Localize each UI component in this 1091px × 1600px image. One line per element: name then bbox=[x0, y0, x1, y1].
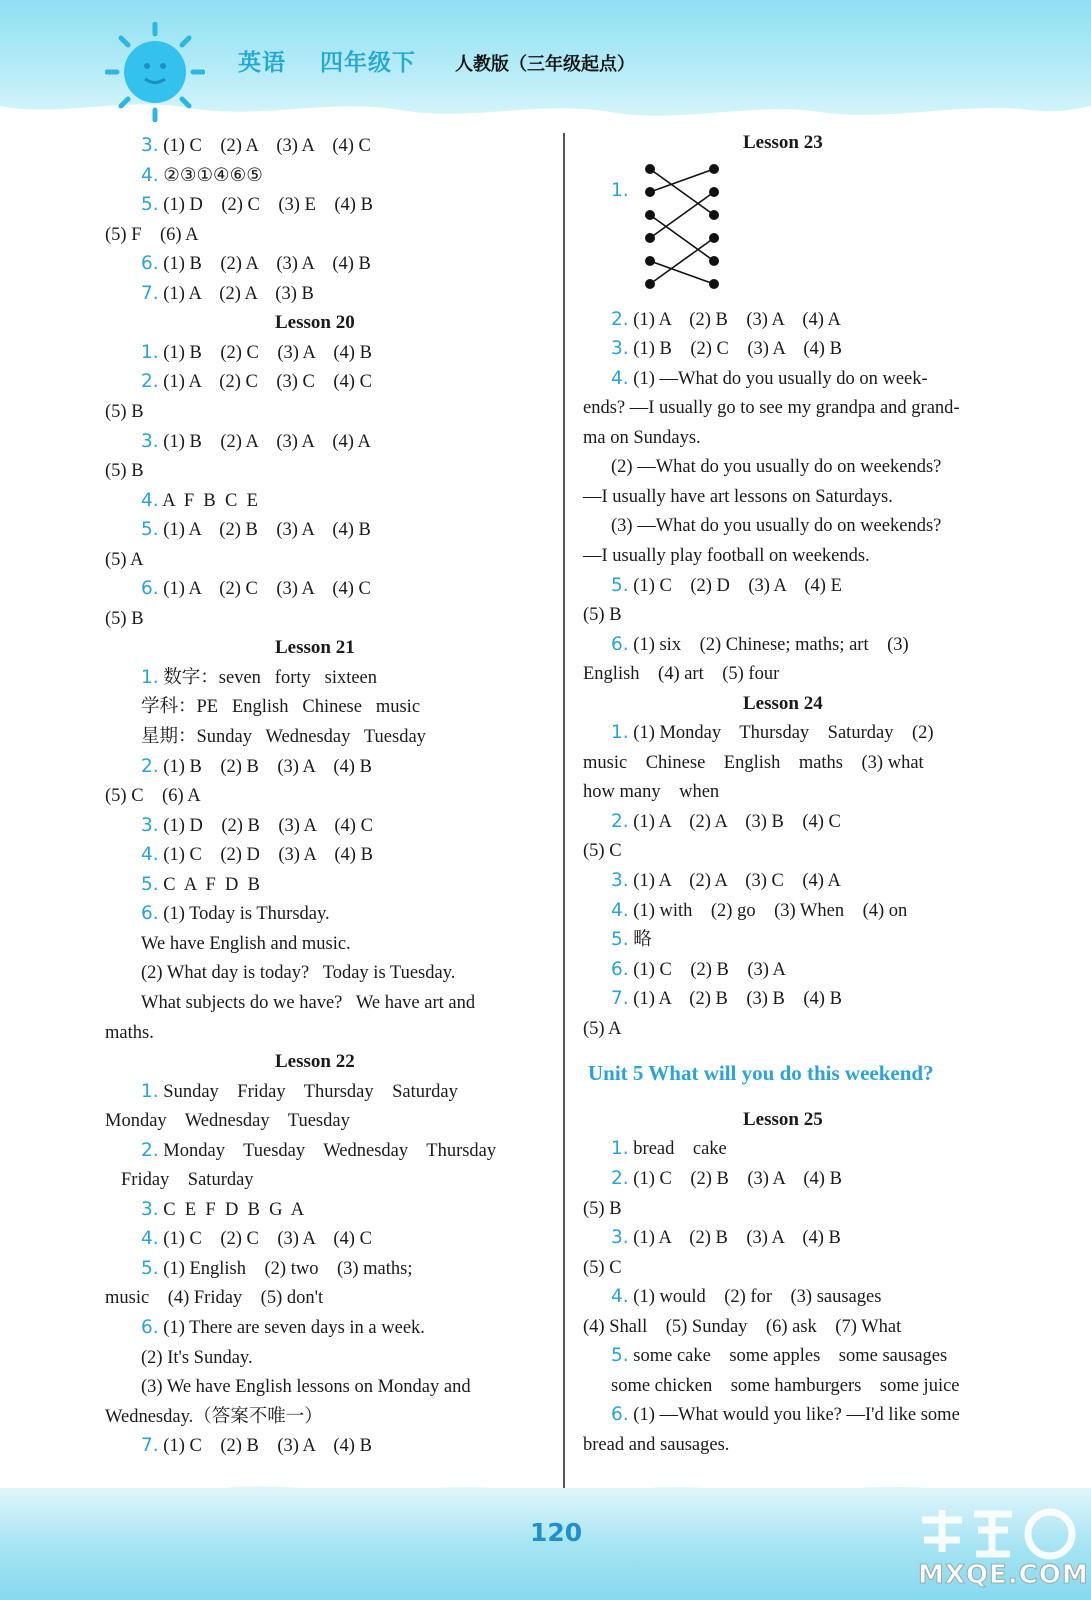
question-number: 2. bbox=[141, 1139, 159, 1161]
question-number: 5. bbox=[141, 1257, 159, 1279]
answer-item bbox=[611, 1167, 842, 1191]
answer-continuation bbox=[583, 1256, 622, 1280]
unit-title: Unit 5 What will you do this weekend? bbox=[588, 1061, 934, 1086]
answer-text: music (4) Friday (5) don't bbox=[105, 1288, 324, 1309]
question-number: 6. bbox=[141, 903, 159, 925]
header-edition: 人教版（三年级起点） bbox=[455, 54, 635, 75]
answer-item bbox=[141, 518, 371, 542]
answer-text: music Chinese English maths (3) what bbox=[583, 752, 924, 773]
column-divider bbox=[563, 133, 565, 1491]
answer-text: (1) There are seven days in a week. bbox=[163, 1318, 425, 1338]
answer-item bbox=[141, 164, 263, 188]
answer-item bbox=[611, 337, 842, 361]
answer-text: (1) —What would you like? —I'd like some bbox=[633, 1405, 960, 1426]
header-grade: 四年级下 bbox=[320, 50, 416, 76]
sun-icon bbox=[105, 22, 205, 122]
answer-item bbox=[141, 193, 373, 217]
question-number: 1. bbox=[611, 722, 629, 744]
answer-item bbox=[611, 1285, 881, 1309]
answer-continuation bbox=[583, 839, 622, 863]
answer-text: —I usually play football on weekends. bbox=[583, 545, 870, 566]
answer-item bbox=[141, 1316, 425, 1340]
answer-item bbox=[141, 814, 373, 838]
answer-continuation bbox=[583, 662, 779, 686]
answer-item bbox=[141, 843, 373, 867]
answer-item bbox=[611, 1344, 947, 1368]
answer-text: (1) A (2) A (3) C (4) A bbox=[633, 871, 841, 891]
question-number: 4. bbox=[141, 844, 159, 866]
answer-item bbox=[611, 1226, 841, 1250]
page-number: 120 bbox=[530, 1518, 583, 1547]
answer-item bbox=[611, 1403, 960, 1427]
answer-text: (2) What day is today? Today is Tuesday. bbox=[141, 963, 456, 984]
lesson-heading: Lesson 21 bbox=[275, 637, 355, 659]
answer-text: (1) —What do you usually do on week- bbox=[633, 368, 928, 389]
answer-continuation bbox=[611, 514, 941, 538]
question-number: 7. bbox=[141, 282, 159, 304]
lesson-heading: Lesson 22 bbox=[275, 1051, 355, 1073]
answer-continuation bbox=[583, 603, 622, 627]
answer-text: Sunday Friday Thursday Saturday bbox=[163, 1081, 458, 1102]
answer-item bbox=[141, 902, 330, 926]
answer-continuation bbox=[583, 485, 893, 509]
answer-continuation bbox=[105, 1109, 350, 1133]
answer-item bbox=[141, 1227, 372, 1251]
question-number: 7. bbox=[611, 988, 629, 1010]
answer-continuation bbox=[583, 396, 960, 420]
answer-text: (1) six (2) Chinese; maths; art (3) bbox=[633, 634, 909, 655]
answer-item bbox=[611, 1137, 727, 1161]
answer-text: (1) B (2) A (3) A (4) B bbox=[163, 254, 371, 275]
question-number: 3. bbox=[141, 430, 159, 452]
answer-text: ends? —I usually go to see my grandpa and grand- bbox=[583, 398, 960, 419]
answer-continuation bbox=[141, 961, 455, 985]
answer-text: (1) C (2) B (3) A bbox=[633, 959, 786, 980]
answer-item bbox=[611, 899, 907, 923]
question-number: 4. bbox=[141, 164, 159, 186]
answer-continuation bbox=[583, 780, 719, 804]
answer-item bbox=[141, 666, 377, 690]
answer-text: We have English and music. bbox=[141, 933, 351, 954]
question-number: 3. bbox=[141, 1198, 159, 1220]
answer-continuation bbox=[105, 1405, 323, 1429]
answer-continuation bbox=[105, 223, 199, 247]
answer-continuation bbox=[583, 751, 924, 775]
answer-text: ②③①④⑥⑤ bbox=[163, 165, 263, 186]
answer-item bbox=[611, 869, 841, 893]
answer-continuation bbox=[583, 426, 701, 450]
question-number: 6. bbox=[611, 633, 629, 655]
answer-continuation bbox=[141, 1375, 471, 1399]
answer-text: (1) D (2) B (3) A (4) C bbox=[163, 815, 373, 836]
answer-text: (5) B bbox=[583, 605, 622, 626]
lesson-heading: Lesson 24 bbox=[743, 692, 823, 714]
answer-continuation bbox=[105, 400, 144, 424]
answer-text: Monday Tuesday Wednesday Thursday bbox=[163, 1140, 497, 1161]
question-number: 4. bbox=[141, 1228, 159, 1250]
answer-text: (5) C (6) A bbox=[105, 786, 201, 807]
answer-text: (1) A (2) B (3) B (4) B bbox=[633, 989, 842, 1010]
answer-text: (1) A (2) B (3) A (4) B bbox=[163, 520, 371, 541]
answer-item bbox=[141, 1139, 496, 1163]
question-number: 6. bbox=[611, 1404, 629, 1426]
question-number: 4. bbox=[611, 1286, 629, 1308]
answer-text: (1) B (2) B (3) A (4) B bbox=[163, 756, 372, 777]
answer-text: 数字：seven forty sixteen bbox=[163, 667, 378, 688]
answer-item bbox=[141, 1257, 412, 1281]
answer-text: (1) C (2) D (3) A (4) B bbox=[163, 845, 373, 866]
lesson-heading: Lesson 23 bbox=[743, 132, 823, 153]
answer-continuation bbox=[583, 1017, 622, 1041]
answer-item bbox=[141, 577, 371, 601]
question-number: 5. bbox=[611, 574, 629, 596]
question-number: 1. bbox=[611, 179, 629, 201]
answer-text: how many when bbox=[583, 782, 720, 803]
answer-item bbox=[611, 958, 786, 982]
answer-continuation bbox=[105, 784, 201, 808]
answer-text: (1) A (2) C (3) A (4) C bbox=[163, 579, 371, 600]
answer-text: (5) A bbox=[105, 549, 144, 570]
question-number: 6. bbox=[141, 578, 159, 600]
answer-item bbox=[141, 489, 258, 513]
answer-text: some chicken some hamburgers some juice bbox=[611, 1375, 960, 1396]
answer-text: (5) F (6) A bbox=[105, 224, 199, 245]
question-number: 2. bbox=[611, 810, 629, 832]
answer-text: 略 bbox=[633, 930, 652, 951]
answer-item bbox=[141, 873, 260, 897]
answer-text: Wednesday.（答案不唯一） bbox=[105, 1406, 323, 1427]
answer-text: English (4) art (5) four bbox=[583, 664, 780, 685]
question-number: 6. bbox=[141, 1317, 159, 1338]
question-number: 4. bbox=[141, 489, 159, 511]
question-number: 3. bbox=[611, 338, 629, 360]
answer-text: (5) B bbox=[105, 608, 144, 629]
answer-text: (5) B bbox=[105, 461, 144, 482]
question-number: 5. bbox=[141, 873, 159, 895]
answer-text: 学科：PE English Chinese music bbox=[141, 697, 421, 718]
answer-continuation bbox=[105, 459, 144, 483]
question-number: 3. bbox=[611, 870, 629, 891]
answer-item bbox=[611, 633, 909, 657]
answer-text: (1) B (2) A (3) A (4) A bbox=[163, 431, 371, 452]
matching-diagram bbox=[642, 163, 722, 297]
answer-text: (1) A (2) A (3) B (4) C bbox=[633, 811, 841, 832]
question-number: 1. bbox=[141, 1080, 159, 1102]
answer-text: (1) Today is Thursday. bbox=[163, 904, 330, 925]
answer-continuation bbox=[141, 991, 475, 1015]
answer-text: 星期：Sunday Wednesday Tuesday bbox=[141, 727, 426, 747]
answer-text: (2) —What do you usually do on weekends? bbox=[611, 457, 942, 478]
answer-text: (1) A (2) A (3) B bbox=[163, 283, 314, 304]
question-number: 2. bbox=[611, 1167, 629, 1189]
answer-text: (1) C (2) C (3) A (4) C bbox=[163, 1229, 372, 1250]
answer-text: (3) —What do you usually do on weekends? bbox=[611, 516, 942, 537]
answer-text: (1) A (2) B (3) A (4) B bbox=[633, 1228, 841, 1249]
answer-continuation bbox=[583, 544, 870, 568]
answer-continuation bbox=[141, 932, 351, 956]
answer-text: (3) We have English lessons on Monday and bbox=[141, 1377, 471, 1398]
answer-text: (5) C bbox=[583, 1257, 622, 1278]
question-number: 1. bbox=[141, 341, 159, 363]
answer-text: bread and sausages. bbox=[583, 1434, 730, 1455]
answer-continuation bbox=[105, 607, 144, 631]
answer-continuation bbox=[121, 1168, 254, 1192]
answer-text: (5) B bbox=[583, 1198, 622, 1219]
answer-text: (1) with (2) go (3) When (4) on bbox=[633, 900, 908, 921]
question-number: 6. bbox=[141, 253, 159, 275]
question-number: 5. bbox=[141, 194, 159, 216]
answer-item bbox=[611, 367, 928, 391]
answer-text: (5) B bbox=[105, 401, 144, 422]
answer-text: (1) B (2) C (3) A (4) B bbox=[163, 342, 372, 363]
answer-text: (1) C (2) B (3) A (4) B bbox=[633, 1168, 842, 1189]
answer-item bbox=[141, 341, 372, 365]
answer-text: (1) B (2) C (3) A (4) B bbox=[633, 339, 842, 360]
answer-text: (1) C (2) B (3) A (4) B bbox=[163, 1436, 372, 1457]
answer-text: some cake some apples some sausages bbox=[633, 1346, 948, 1367]
answer-item bbox=[611, 308, 841, 332]
answer-continuation bbox=[611, 1374, 960, 1398]
answer-text: maths. bbox=[105, 1022, 154, 1043]
answer-item bbox=[141, 134, 371, 158]
header-subject: 英语 bbox=[238, 50, 286, 76]
answer-text: ma on Sundays. bbox=[583, 427, 701, 448]
answer-item bbox=[141, 252, 371, 276]
question-number: 3. bbox=[141, 135, 159, 156]
answer-continuation bbox=[105, 548, 144, 572]
answer-continuation bbox=[583, 1433, 729, 1457]
answer-text: (1) C (2) D (3) A (4) E bbox=[633, 575, 842, 596]
answer-item bbox=[141, 430, 371, 454]
lesson-heading: Lesson 20 bbox=[275, 312, 355, 334]
answer-text: (1) would (2) for (3) sausages bbox=[633, 1287, 882, 1308]
question-number: 3. bbox=[141, 814, 159, 836]
answer-continuation bbox=[105, 1286, 323, 1310]
answer-text: C E F D B G A bbox=[163, 1199, 305, 1220]
question-number: 5. bbox=[611, 929, 629, 951]
question-number: 1. bbox=[141, 666, 159, 688]
answer-continuation bbox=[583, 1315, 901, 1339]
answer-item bbox=[141, 1434, 372, 1458]
answer-text: What subjects do we have? We have art and bbox=[141, 992, 476, 1013]
question-number: 2. bbox=[611, 308, 629, 330]
answer-item bbox=[611, 574, 842, 598]
answer-text: Monday Wednesday Tuesday bbox=[105, 1111, 350, 1132]
answer-text: bread cake bbox=[633, 1139, 727, 1160]
answer-text: (1) Monday Thursday Saturday (2) bbox=[633, 723, 934, 744]
answer-item bbox=[141, 1198, 304, 1222]
answer-text: (5) C bbox=[583, 841, 622, 862]
lesson-heading: Lesson 25 bbox=[743, 1108, 823, 1130]
answer-item bbox=[141, 1080, 458, 1104]
answer-text: —I usually have art lessons on Saturdays. bbox=[583, 486, 893, 507]
question-number: 4. bbox=[611, 899, 629, 921]
answer-text: (1) D (2) C (3) E (4) B bbox=[163, 195, 373, 216]
answer-item bbox=[611, 987, 842, 1011]
answer-item bbox=[611, 810, 841, 834]
answer-text: C A F D B bbox=[163, 874, 260, 895]
answer-item bbox=[611, 928, 652, 952]
answer-continuation bbox=[583, 1197, 622, 1221]
answer-text: (5) A bbox=[583, 1018, 622, 1039]
answer-text: (1) C (2) A (3) A (4) C bbox=[163, 136, 371, 156]
answer-continuation bbox=[141, 695, 420, 719]
answer-text: (1) A (2) B (3) A (4) A bbox=[633, 309, 841, 330]
answer-continuation bbox=[611, 455, 941, 479]
question-number: 3. bbox=[611, 1227, 629, 1249]
question-number: 1. bbox=[611, 1138, 629, 1160]
question-number: 6. bbox=[611, 958, 629, 980]
answer-item bbox=[141, 755, 372, 779]
answer-text: (1) English (2) two (3) maths; bbox=[163, 1258, 413, 1279]
answer-text: (1) A (2) C (3) C (4) C bbox=[163, 372, 372, 393]
answer-text: (2) It's Sunday. bbox=[141, 1347, 253, 1368]
question-number: 2. bbox=[141, 371, 159, 393]
answer-text: A F B C E bbox=[162, 490, 258, 511]
answer-text: (4) Shall (5) Sunday (6) ask (7) What bbox=[583, 1316, 902, 1337]
question-number: 4. bbox=[611, 367, 629, 389]
answer-item bbox=[141, 282, 314, 306]
question-number: 5. bbox=[611, 1345, 629, 1367]
answer-item bbox=[611, 721, 934, 745]
question-number: 2. bbox=[141, 755, 159, 777]
watermark-text: MXQE.COM bbox=[918, 1560, 1089, 1590]
answer-continuation bbox=[105, 1021, 154, 1045]
answer-item bbox=[141, 370, 372, 394]
answer-continuation bbox=[141, 725, 426, 749]
question-number: 7. bbox=[141, 1435, 159, 1457]
answer-continuation bbox=[141, 1346, 253, 1370]
answer-text: Friday Saturday bbox=[121, 1170, 254, 1191]
question-number: 5. bbox=[141, 519, 159, 541]
